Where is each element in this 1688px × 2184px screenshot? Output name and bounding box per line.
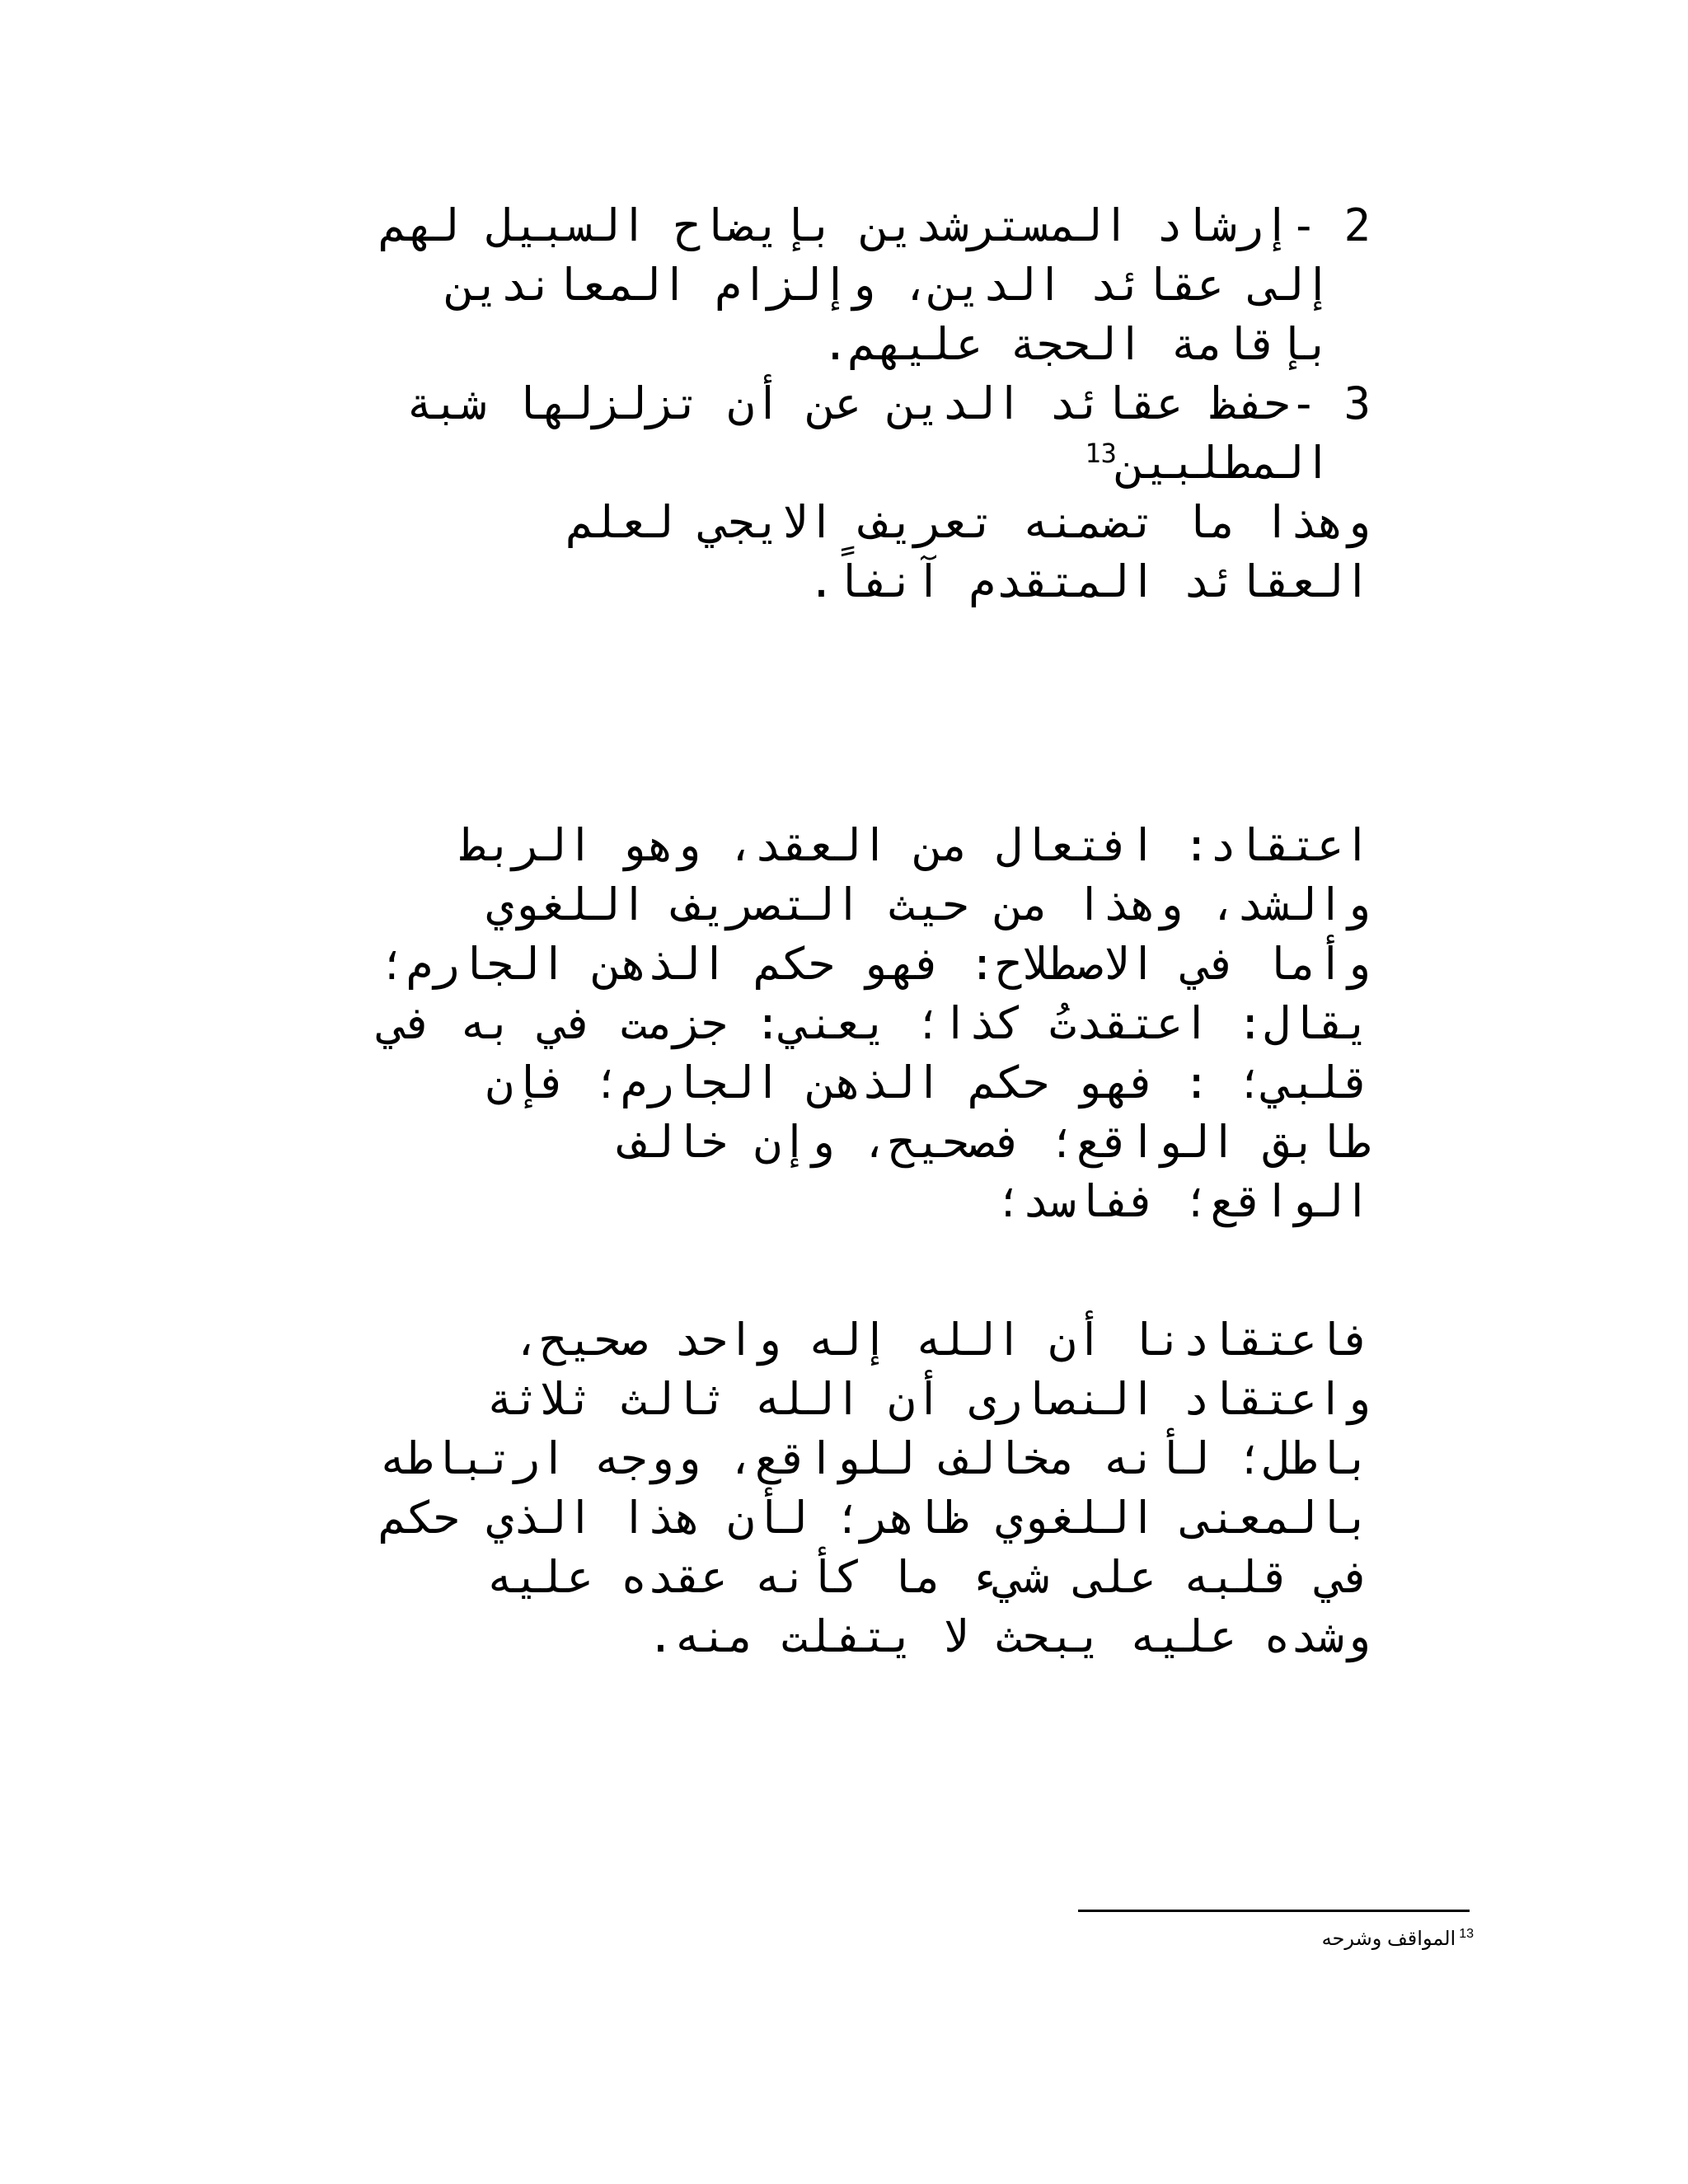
definition-line: والشد، وهذا من حيث التصريف اللغوي (486, 879, 1371, 930)
example-line: فاعتقادنا أن الله إله واحد صحيح، (513, 1314, 1371, 1366)
summary-line-1: وهذا ما تضمنه تعريف الايجي لعلم (566, 496, 1371, 548)
definition-paragraph (200, 816, 1371, 1231)
example-paragraph (200, 1310, 1371, 1666)
numbered-list (200, 196, 1371, 612)
example-line: واعتقاد النصارى أن الله ثالث ثلاثة (486, 1373, 1371, 1425)
definition-line: طابق الواقع؛ فصحيح، وإن خالف (620, 1116, 1371, 1168)
footnote-text: المواقف وشرحه (1321, 1928, 1456, 1950)
definition-line: اعتقاد: افتعال من العقد، وهو الربط (459, 819, 1371, 871)
footnote-separator (1078, 1910, 1470, 1912)
definition-line: يقال: اعتقدتُ كذا؛ يعني: جزمت في به في (379, 997, 1371, 1049)
example-line: باطل؛ لأنه مخالف للواقع، ووجه ارتباطه (379, 1432, 1371, 1484)
list-item-2-line-1: 2 -إرشاد المسترشدين بإيضاح السبيل لهم (379, 199, 1371, 251)
definition-line: وأما في الاصطلاح: فهو حكم الذهن الجارم؛ (379, 938, 1371, 990)
footnote (1322, 1922, 1474, 1952)
list-item-3-line-2 (200, 434, 1371, 493)
footnote-reference[interactable]: 13 (1085, 438, 1117, 469)
definition-line: قلبي؛ : فهو حكم الذهن الجارم؛ فإن (486, 1057, 1371, 1108)
example-line: وشده عليه يبحث لا يتفلت منه. (647, 1610, 1371, 1662)
definition-line: الواقع؛ ففاسد؛ (995, 1175, 1371, 1227)
list-item-2-line-2: إلى عقائد الدين، وإلزام المعاندين (447, 259, 1331, 311)
list-item-3-word: المطلبين (1116, 437, 1331, 489)
example-line: بالمعنى اللغوي ظاهر؛ لأن هذا الذي حكم (379, 1492, 1371, 1544)
summary-line-2: العقائد المتقدم آنفاً. (808, 555, 1371, 607)
footnote-number: 13 (1459, 1927, 1474, 1941)
list-item-2-line-3: بإقامة الحجة عليهم. (822, 318, 1331, 370)
list-item-3-line-1: 3 -حفظ عقائد الدين عن أن تزلزلها شبة (406, 377, 1371, 429)
example-line: في قلبه على شيء ما كأنه عقده عليه (486, 1551, 1371, 1603)
